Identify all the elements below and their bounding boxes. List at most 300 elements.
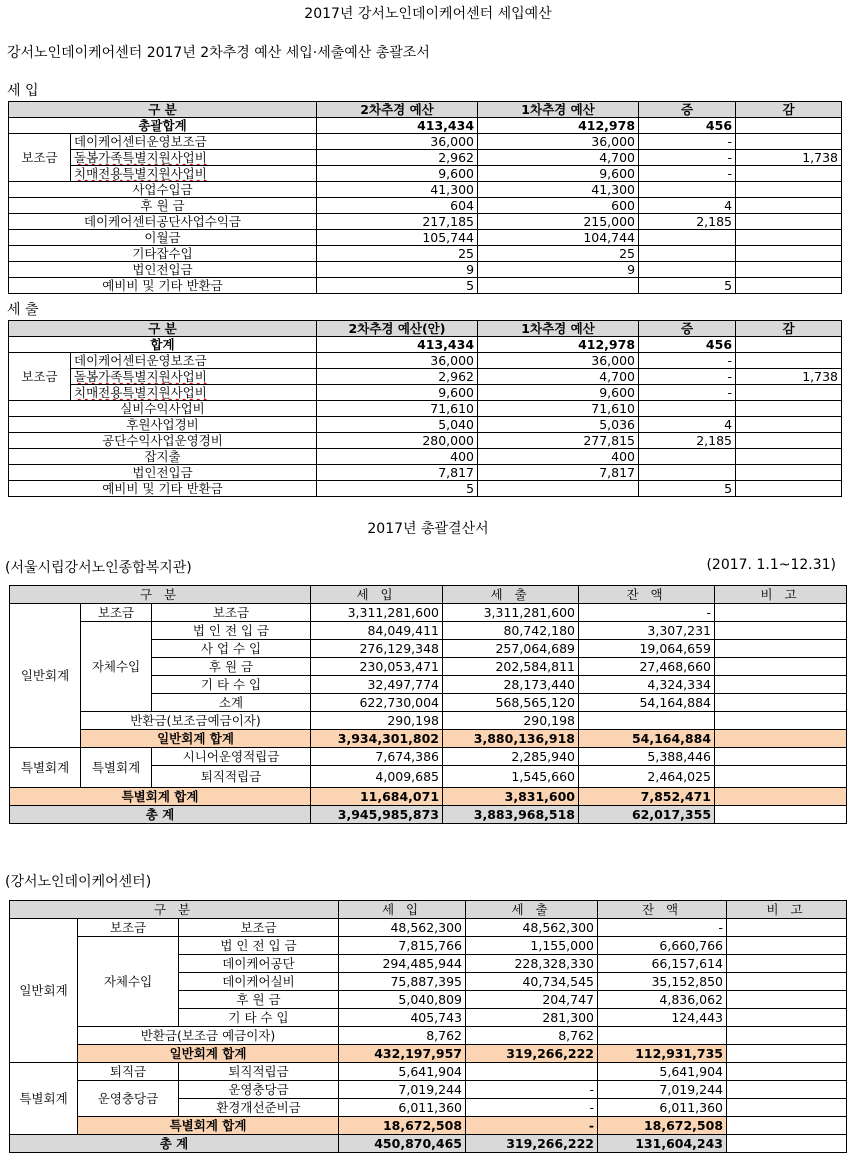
cell-value: 2,962	[317, 150, 478, 166]
cell-value: 4,324,334	[579, 676, 715, 694]
cell-value: -	[466, 1081, 598, 1099]
cell-value	[736, 278, 842, 294]
cell-value: -	[639, 385, 736, 401]
cell-value	[736, 166, 842, 182]
row-label: 보조금	[152, 604, 311, 622]
cell-value: 204,747	[466, 991, 598, 1009]
cell-value: 28,173,440	[443, 676, 579, 694]
cell-remark	[727, 973, 847, 991]
cell-value: 202,584,811	[443, 658, 579, 676]
cell-value: 1,155,000	[466, 937, 598, 955]
table-row	[9, 353, 842, 369]
subtitle: 강서노인데이케어센터 2017년 2차추경 예산 세입·세출예산 총괄조서	[7, 45, 430, 61]
group-label: 보조금	[9, 353, 71, 401]
cell-value	[478, 481, 639, 497]
cell-value	[639, 262, 736, 278]
cell-value: -	[639, 166, 736, 182]
settlement-period: (2017. 1.1~12.31)	[706, 557, 836, 573]
daycare-org-label: (강서노인데이케어센터)	[5, 874, 152, 890]
cell-remark	[727, 991, 847, 1009]
cell-value: 405,743	[339, 1009, 466, 1027]
header-remarks: 비 고	[715, 586, 847, 604]
cell-value: 3,311,281,600	[311, 604, 443, 622]
table-row	[9, 433, 842, 449]
cell-value: 4,009,685	[311, 766, 443, 788]
subtotal-row	[10, 788, 847, 806]
cell-value: 3,934,301,802	[311, 730, 443, 748]
cell-value: 5,040,809	[339, 991, 466, 1009]
settlement-title: 2017년 총괄결산서	[367, 521, 489, 537]
row-label: 보조금	[179, 919, 339, 937]
row-label: 데이케어공단	[179, 955, 339, 973]
cell-value: 40,734,545	[466, 973, 598, 991]
cell-value: 105,744	[317, 230, 478, 246]
cell-value: 104,744	[478, 230, 639, 246]
cell-value: 3,831,600	[443, 788, 579, 806]
cell-value: 1,738	[736, 369, 842, 385]
cell-value: -	[639, 369, 736, 385]
cell-value: 6,011,360	[598, 1099, 727, 1117]
cell-value	[639, 230, 736, 246]
cell-value: 7,817	[478, 465, 639, 481]
cell-value	[579, 712, 715, 730]
cell-value: 412,978	[478, 337, 639, 353]
subgroup-label: 보조금	[81, 604, 152, 622]
header-decrease: 감	[736, 321, 842, 337]
header-second-revision: 2차추경 예산	[317, 102, 478, 118]
header-revenue: 세 입	[339, 901, 466, 919]
header-category: 구 분	[10, 586, 311, 604]
cell-value: 7,817	[317, 465, 478, 481]
cell-value: 18,672,508	[598, 1117, 727, 1135]
row-label: 기 타 수 입	[179, 1009, 339, 1027]
subgroup-label: 특별회계	[81, 748, 152, 788]
cell-value: 8,762	[466, 1027, 598, 1045]
cell-remark	[727, 1117, 847, 1135]
row-label: 사 업 수 입	[152, 640, 311, 658]
row-label: 법 인 전 입 금	[152, 622, 311, 640]
cell-value: 281,300	[466, 1009, 598, 1027]
cell-value	[736, 465, 842, 481]
row-label: 후 원 금	[152, 658, 311, 676]
cell-value: 2,962	[317, 369, 478, 385]
header-increase: 증	[639, 102, 736, 118]
cell-value: 2,285,940	[443, 748, 579, 766]
revenue-section-label: 세 입	[7, 83, 39, 99]
table-row	[9, 214, 842, 230]
cell-value: 9,600	[478, 385, 639, 401]
group-label: 특별회계	[10, 1063, 78, 1135]
cell-value: 75,887,395	[339, 973, 466, 991]
table-header-row	[9, 321, 842, 337]
cell-value: -	[639, 134, 736, 150]
table-header-row	[10, 901, 847, 919]
cell-value: 400	[317, 449, 478, 465]
row-label: 예비비 및 기타 반환금	[9, 481, 317, 497]
expense-budget-table	[8, 320, 842, 497]
row-label: 실비수익사업비	[9, 401, 317, 417]
cell-value: 27,468,660	[579, 658, 715, 676]
cell-remark	[715, 640, 847, 658]
daycare-settlement-table	[9, 900, 847, 1153]
cell-value: 4,700	[478, 150, 639, 166]
cell-value	[736, 449, 842, 465]
header-expense: 세 출	[466, 901, 598, 919]
cell-value: 4,700	[478, 369, 639, 385]
cell-value: 36,000	[478, 134, 639, 150]
cell-value: 5,040	[317, 417, 478, 433]
table-row	[9, 150, 842, 166]
cell-remark	[715, 604, 847, 622]
cell-value: 25	[317, 246, 478, 262]
table-row	[9, 230, 842, 246]
row-label: 사업수입금	[9, 182, 317, 198]
cell-value: 3,880,136,918	[443, 730, 579, 748]
cell-value: 71,610	[478, 401, 639, 417]
row-label: 데이케어센터운영보조금	[71, 134, 317, 150]
cell-value: 432,197,957	[339, 1045, 466, 1063]
cell-value	[478, 278, 639, 294]
cell-remark	[715, 658, 847, 676]
row-label: 법인전입금	[9, 465, 317, 481]
cell-value	[466, 1063, 598, 1081]
cell-value: 71,610	[317, 401, 478, 417]
cell-value: 294,485,944	[339, 955, 466, 973]
row-label: 돌봄가족특별지원사업비	[71, 150, 317, 166]
cell-value: 32,497,774	[311, 676, 443, 694]
cell-value: 5,036	[478, 417, 639, 433]
cell-value: 1,545,660	[443, 766, 579, 788]
cell-value: 131,604,243	[598, 1135, 727, 1153]
table-row	[9, 278, 842, 294]
welfare-settlement-table	[9, 585, 847, 824]
cell-remark	[727, 1135, 847, 1153]
row-label: 총 계	[10, 1135, 339, 1153]
row-label: 일반회계 합계	[81, 730, 311, 748]
cell-remark	[715, 806, 847, 824]
cell-value: 5	[317, 481, 478, 497]
cell-value: 5	[639, 278, 736, 294]
cell-value: 400	[478, 449, 639, 465]
cell-value: 8,762	[339, 1027, 466, 1045]
cell-value: 568,565,120	[443, 694, 579, 712]
cell-value	[639, 401, 736, 417]
header-revenue: 세 입	[311, 586, 443, 604]
group-label: 일반회계	[10, 604, 81, 748]
cell-value: 4,836,062	[598, 991, 727, 1009]
grand-total-row	[10, 1135, 847, 1153]
cell-value: 7,019,244	[598, 1081, 727, 1099]
row-label: 이월금	[9, 230, 317, 246]
cell-value: 19,064,659	[579, 640, 715, 658]
row-label: 특별회계 합계	[10, 788, 311, 806]
cell-remark	[715, 694, 847, 712]
cell-value: 112,931,735	[598, 1045, 727, 1063]
welfare-org-label: (서울시립강서노인종합복지관)	[5, 560, 192, 576]
cell-value	[736, 417, 842, 433]
cell-value: 5,388,446	[579, 748, 715, 766]
table-row	[9, 481, 842, 497]
cell-value	[736, 198, 842, 214]
cell-value: 7,815,766	[339, 937, 466, 955]
header-first-revision: 1차추경 예산	[478, 102, 639, 118]
cell-remark	[727, 1081, 847, 1099]
cell-remark	[727, 1009, 847, 1027]
header-balance: 잔 액	[598, 901, 727, 919]
row-label: 합계	[9, 337, 317, 353]
cell-value: 66,157,614	[598, 955, 727, 973]
cell-remark	[715, 748, 847, 766]
cell-value: 2,464,025	[579, 766, 715, 788]
table-row	[9, 262, 842, 278]
group-label: 특별회계	[10, 748, 81, 788]
cell-value	[736, 353, 842, 369]
cell-remark	[727, 955, 847, 973]
cell-value: 7,852,471	[579, 788, 715, 806]
cell-value	[639, 182, 736, 198]
cell-value: 456	[639, 118, 736, 134]
cell-value: -	[639, 150, 736, 166]
header-expense: 세 출	[443, 586, 579, 604]
cell-remark	[715, 622, 847, 640]
row-label: 퇴직적립금	[179, 1063, 339, 1081]
row-label: 시니어운영적립금	[152, 748, 311, 766]
cell-value: 9	[317, 262, 478, 278]
row-label: 치매전용특별지원사업비	[71, 385, 317, 401]
row-label: 돌봄가족특별지원사업비	[71, 369, 317, 385]
expense-section-label: 세 출	[7, 302, 39, 318]
cell-value	[736, 214, 842, 230]
cell-value: 215,000	[478, 214, 639, 230]
cell-value: 9,600	[317, 166, 478, 182]
cell-value: 6,011,360	[339, 1099, 466, 1117]
header-decrease: 감	[736, 102, 842, 118]
page-title: 2017년 강서노인데이케어센터 세입예산	[304, 6, 552, 22]
header-second-revision: 2차추경 예산(안)	[317, 321, 478, 337]
cell-value: 413,434	[317, 118, 478, 134]
cell-value: 450,870,465	[339, 1135, 466, 1153]
cell-value: 2,185	[639, 433, 736, 449]
table-row	[10, 1081, 847, 1099]
cell-value: 18,672,508	[339, 1117, 466, 1135]
cell-value: 36,000	[317, 353, 478, 369]
cell-value: 456	[639, 337, 736, 353]
cell-value: 5	[639, 481, 736, 497]
cell-value: 3,945,985,873	[311, 806, 443, 824]
cell-remark	[727, 1027, 847, 1045]
cell-value: 9,600	[317, 385, 478, 401]
cell-value	[736, 118, 842, 134]
row-label: 총 계	[10, 806, 311, 824]
cell-value: 6,660,766	[598, 937, 727, 955]
row-label: 반환금(보조금 예금이자)	[78, 1027, 339, 1045]
cell-value: 7,674,386	[311, 748, 443, 766]
cell-value: 2,185	[639, 214, 736, 230]
cell-value: 36,000	[478, 353, 639, 369]
row-label: 기 타 수 입	[152, 676, 311, 694]
table-row	[10, 1063, 847, 1081]
cell-value: 9	[478, 262, 639, 278]
cell-value: 25	[478, 246, 639, 262]
row-label: 일반회계 합계	[78, 1045, 339, 1063]
cell-value: 9,600	[478, 166, 639, 182]
cell-value: 4	[639, 198, 736, 214]
cell-value: 290,198	[443, 712, 579, 730]
cell-value: 228,328,330	[466, 955, 598, 973]
cell-value: 54,164,884	[579, 694, 715, 712]
grand-total-row	[10, 806, 847, 824]
row-label: 데이케어실비	[179, 973, 339, 991]
row-label: 특별회계 합계	[78, 1117, 339, 1135]
cell-value: 277,815	[478, 433, 639, 449]
row-label: 기타잡수입	[9, 246, 317, 262]
table-row	[10, 937, 847, 955]
header-remarks: 비 고	[727, 901, 847, 919]
row-label: 총괄합계	[9, 118, 317, 134]
cell-value: 36,000	[317, 134, 478, 150]
cell-value: 412,978	[478, 118, 639, 134]
cell-value: 84,049,411	[311, 622, 443, 640]
cell-remark	[715, 766, 847, 788]
subtotal-row	[10, 730, 847, 748]
cell-value: -	[579, 604, 715, 622]
cell-value: 3,883,968,518	[443, 806, 579, 824]
table-header-row	[10, 586, 847, 604]
table-row	[9, 449, 842, 465]
table-row	[9, 134, 842, 150]
cell-value: 7,019,244	[339, 1081, 466, 1099]
cell-value: 3,307,231	[579, 622, 715, 640]
cell-value: 41,300	[478, 182, 639, 198]
subgroup-label: 운영충당금	[78, 1081, 179, 1117]
row-label: 법 인 전 입 금	[179, 937, 339, 955]
table-row	[9, 401, 842, 417]
cell-value: 48,562,300	[466, 919, 598, 937]
row-label: 운영충당금	[179, 1081, 339, 1099]
cell-value	[736, 246, 842, 262]
cell-value	[639, 465, 736, 481]
cell-value: 41,300	[317, 182, 478, 198]
row-label: 잡지출	[9, 449, 317, 465]
cell-value: 319,266,222	[466, 1045, 598, 1063]
cell-value: -	[598, 919, 727, 937]
cell-value: 3,311,281,600	[443, 604, 579, 622]
table-row	[9, 246, 842, 262]
header-first-revision: 1차추경 예산	[478, 321, 639, 337]
cell-value: 5,641,904	[598, 1063, 727, 1081]
row-label: 데이케어센터공단사업수익금	[9, 214, 317, 230]
cell-value: 217,185	[317, 214, 478, 230]
cell-value: 280,000	[317, 433, 478, 449]
cell-remark	[727, 1045, 847, 1063]
subgroup-label: 퇴직금	[78, 1063, 179, 1081]
cell-remark	[727, 919, 847, 937]
revenue-budget-table	[8, 101, 842, 294]
cell-value: 80,742,180	[443, 622, 579, 640]
cell-value	[736, 262, 842, 278]
row-label: 치매전용특별지원사업비	[71, 166, 317, 182]
subgroup-label: 자체수입	[81, 622, 152, 712]
table-row	[10, 622, 847, 640]
row-label: 반환금(보조금예금이자)	[81, 712, 311, 730]
cell-value	[736, 337, 842, 353]
cell-value: 413,434	[317, 337, 478, 353]
cell-value: 5	[317, 278, 478, 294]
cell-value: 1,738	[736, 150, 842, 166]
subtotal-row	[10, 1045, 847, 1063]
table-row	[9, 369, 842, 385]
cell-value: 4	[639, 417, 736, 433]
cell-remark	[727, 1099, 847, 1117]
row-label: 공단수익사업운영경비	[9, 433, 317, 449]
cell-value: -	[466, 1099, 598, 1117]
header-category: 구 분	[9, 321, 317, 337]
table-row	[10, 919, 847, 937]
cell-value: 5,641,904	[339, 1063, 466, 1081]
cell-value: 124,443	[598, 1009, 727, 1027]
table-row	[10, 748, 847, 766]
row-label: 후 원 금	[9, 198, 317, 214]
total-row	[9, 118, 842, 134]
subgroup-label: 자체수입	[78, 937, 179, 1027]
cell-value	[736, 134, 842, 150]
table-row	[10, 712, 847, 730]
row-label: 데이케어센터운영보조금	[71, 353, 317, 369]
cell-value	[639, 246, 736, 262]
cell-value: -	[639, 353, 736, 369]
table-row	[9, 465, 842, 481]
row-label: 법인전입금	[9, 262, 317, 278]
table-header-row	[9, 102, 842, 118]
cell-value: 622,730,004	[311, 694, 443, 712]
cell-value: 257,064,689	[443, 640, 579, 658]
cell-remark	[715, 712, 847, 730]
cell-value	[736, 385, 842, 401]
cell-value	[736, 401, 842, 417]
header-category: 구 분	[10, 901, 339, 919]
total-row	[9, 337, 842, 353]
header-category: 구 분	[9, 102, 317, 118]
cell-value: 600	[478, 198, 639, 214]
cell-remark	[715, 676, 847, 694]
cell-value: 11,684,071	[311, 788, 443, 806]
cell-value: 604	[317, 198, 478, 214]
cell-value	[736, 481, 842, 497]
group-label: 일반회계	[10, 919, 78, 1063]
table-row	[9, 166, 842, 182]
row-label: 예비비 및 기타 반환금	[9, 278, 317, 294]
cell-value: 48,562,300	[339, 919, 466, 937]
table-row	[10, 1027, 847, 1045]
row-label: 퇴직적립금	[152, 766, 311, 788]
row-label: 후 원 금	[179, 991, 339, 1009]
subtotal-row	[10, 1117, 847, 1135]
group-label: 보조금	[9, 134, 71, 182]
table-row	[9, 385, 842, 401]
cell-value: 290,198	[311, 712, 443, 730]
cell-remark	[715, 788, 847, 806]
cell-value	[736, 182, 842, 198]
cell-value	[736, 230, 842, 246]
cell-value: 230,053,471	[311, 658, 443, 676]
subgroup-label: 보조금	[78, 919, 179, 937]
cell-value	[639, 449, 736, 465]
cell-remark	[715, 730, 847, 748]
cell-value: 54,164,884	[579, 730, 715, 748]
cell-value: 319,266,222	[466, 1135, 598, 1153]
table-row	[9, 417, 842, 433]
header-balance: 잔 액	[579, 586, 715, 604]
